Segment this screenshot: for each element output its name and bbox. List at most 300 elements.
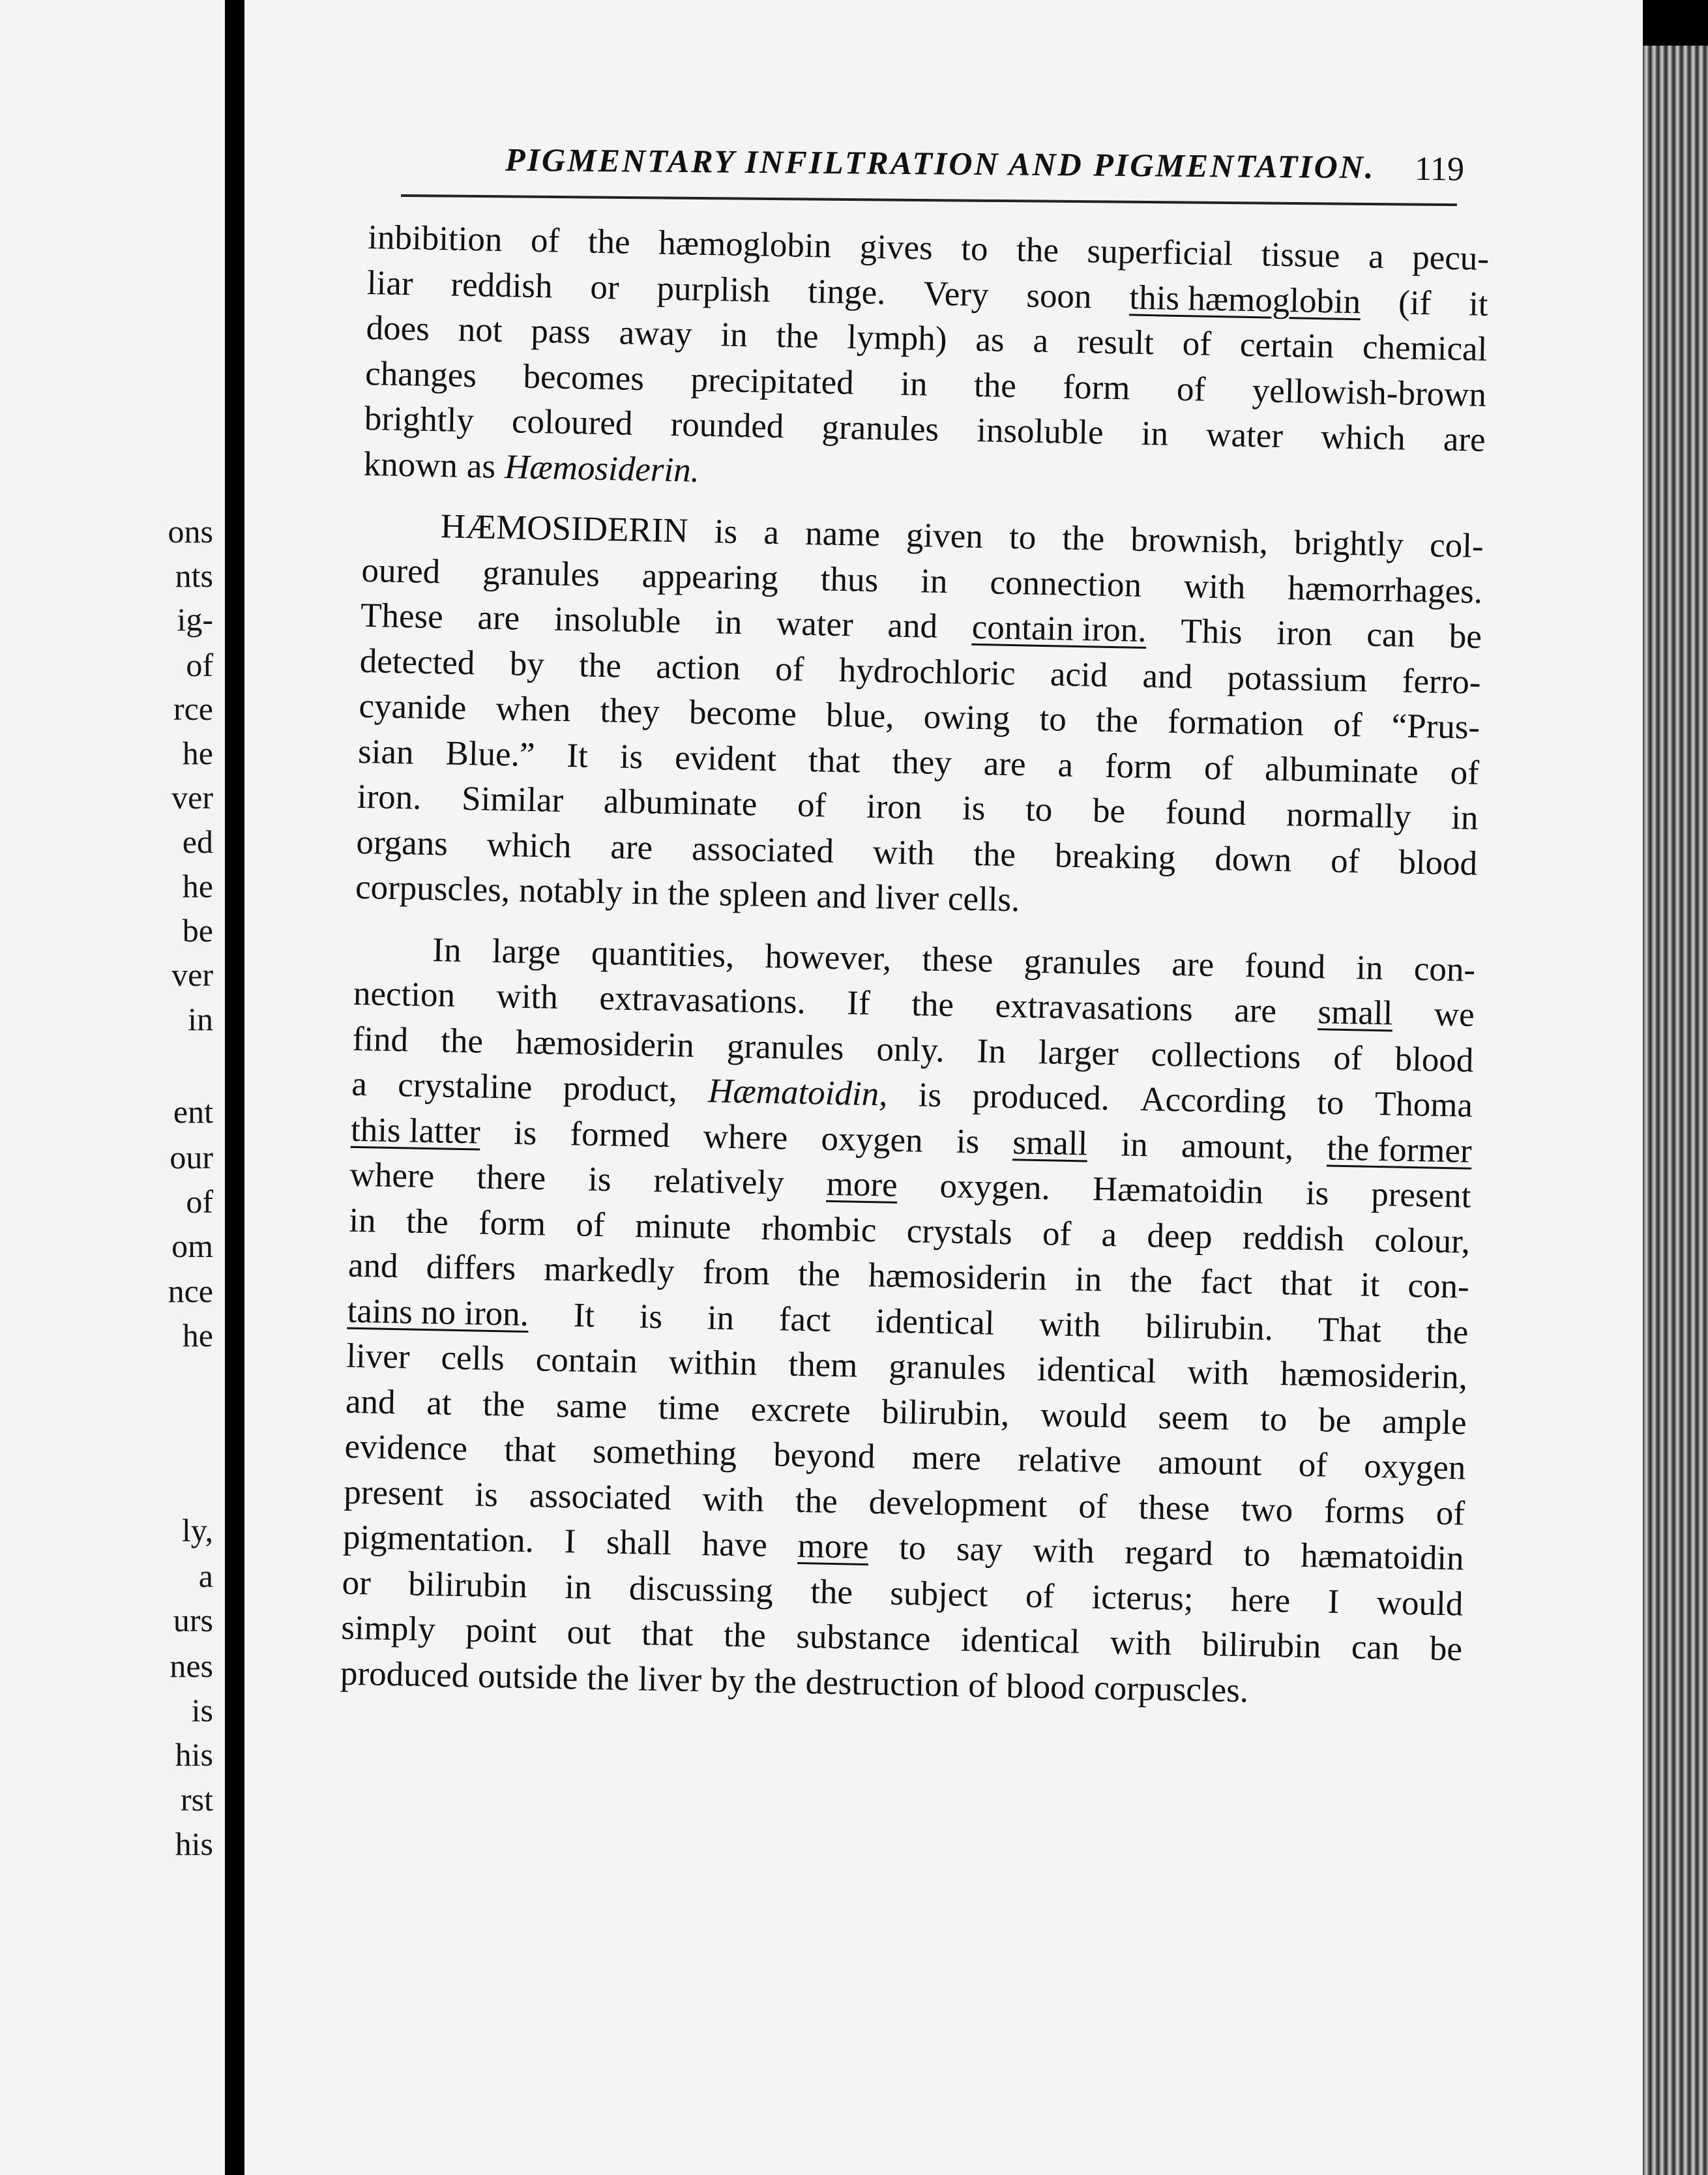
word: fact [778,1299,831,1339]
word: sian [357,732,415,771]
word: small [1317,993,1393,1033]
word: amount [1157,1443,1262,1483]
left-page-fragment: urs [173,1602,213,1638]
word: colour, [1374,1221,1471,1261]
word: can [1351,1628,1400,1667]
word: owing [923,698,1010,738]
left-page-fragment: ver [171,779,213,816]
word: It [566,736,589,775]
page-header [401,140,1562,196]
word: two [1241,1490,1293,1530]
word: with [1187,1353,1250,1393]
word: rhombic [761,1209,877,1249]
word: reddish [450,265,553,305]
word: would [1040,1395,1128,1436]
word: become [688,693,797,733]
word: rounded [670,405,784,446]
word: name [804,514,881,554]
word: by [710,1661,746,1700]
left-page-fragment: rce [173,690,213,727]
word: tinge. [807,272,887,312]
word: certain [1239,325,1334,366]
word: with [702,1479,765,1519]
word: brightly [364,399,475,440]
word: superficial [1087,232,1233,273]
word: chemical [1362,328,1488,368]
word: of [1203,748,1233,788]
word: oured [361,551,441,591]
word: liver [346,1337,411,1376]
word: action [655,647,741,687]
word: amount, [1181,1126,1294,1167]
word: be [1318,1400,1351,1440]
word: bilirubin, [881,1392,1010,1433]
word: connection [990,563,1142,604]
word: have [701,1525,768,1565]
word: found [1244,946,1326,986]
left-page-fragment: our [169,1139,213,1176]
word: the [776,317,819,356]
word: blood [1394,1039,1474,1080]
main-page [244,0,1643,2175]
word: In [977,1031,1007,1071]
word: is [1305,1174,1329,1213]
word: yellowish-brown [1252,371,1487,414]
word: crystaline [397,1066,533,1107]
word: tains no iron. [347,1292,529,1333]
word: in [1074,1260,1102,1299]
word: in [1120,1125,1149,1164]
word: are [1443,420,1486,459]
word: reddish [1242,1218,1345,1258]
word: nection [353,974,456,1014]
word: the [1426,1312,1469,1352]
word: with [1032,1531,1095,1571]
word: at [426,1383,452,1423]
paragraph [355,503,1484,932]
word: liver [638,1659,702,1699]
word: breaking [1054,836,1176,877]
word: That [1318,1310,1382,1350]
word: pass [530,312,591,351]
word: notably [518,871,623,911]
word: with [496,977,559,1016]
left-page-fragment: ons [168,513,213,550]
word: development [868,1483,1048,1524]
page-edge-stack [1643,46,1708,2175]
word: the [810,1572,853,1612]
word: outside [477,1657,578,1697]
word: the [1016,231,1059,270]
word: with [1038,1305,1102,1344]
word: insoluble [976,411,1104,452]
word: out [567,1613,612,1652]
word: in [707,1298,735,1337]
word: formation [1167,702,1304,743]
word: a [1368,237,1385,276]
word: This [1180,612,1243,651]
word: in [920,561,949,600]
word: that [1280,1264,1333,1303]
word: becomes [523,357,645,398]
word: granules [821,408,939,449]
word: of [1333,705,1363,745]
word: produced. [971,1077,1110,1118]
word: spleen [718,875,808,915]
word: formed [570,1114,671,1155]
word: Very [922,274,990,314]
word: of [967,1666,998,1705]
word: is [474,1475,499,1514]
word: that [503,1430,557,1470]
word: lymph) [846,318,948,359]
word: with [1110,1623,1172,1663]
word: within [668,1343,758,1383]
word: substance [795,1618,931,1658]
word: the [440,1021,484,1061]
word: identical [1037,1350,1157,1391]
word: in [1355,948,1384,987]
word: to [1009,518,1037,557]
word: we [1434,995,1475,1034]
word: thus [820,559,879,599]
word: known [363,445,458,485]
word: contain [535,1340,638,1381]
word: the [482,1385,525,1424]
left-page-fragment: a [198,1558,213,1594]
word: product, [563,1069,678,1110]
word: of [530,221,560,260]
word: is [619,737,643,776]
word: say [956,1530,1003,1569]
word: them [788,1345,858,1385]
word: however, [765,937,892,978]
left-page-fragment: ed [182,823,213,860]
word: that [808,741,861,780]
word: there [476,1158,546,1198]
word: would [1376,1583,1464,1623]
word: of [1298,1445,1328,1485]
word: crystals [906,1211,1013,1252]
word: Similar [461,779,564,820]
word: According [1140,1080,1287,1121]
word: with [872,833,935,872]
word: inbibition [367,218,503,259]
word: blood [1398,843,1478,883]
word: to [960,229,989,269]
word: where [349,1155,435,1196]
word: iron. [357,777,422,817]
word: forms [1323,1492,1406,1531]
word: produced [340,1654,469,1694]
word: albuminate [603,782,758,823]
paragraph [340,926,1475,1717]
word: large [492,932,561,971]
word: water [1205,415,1284,455]
word: this latter [350,1110,481,1151]
word: to [1025,790,1053,829]
word: are [477,599,520,638]
word: a [1033,321,1049,361]
word: If [846,984,871,1022]
word: is [714,512,738,551]
word: of [576,1205,606,1244]
word: present [343,1473,444,1513]
word: the [754,1662,797,1701]
word: and [816,877,867,916]
left-page-fragment: in [188,1001,213,1037]
word: the [1095,701,1139,740]
word: cyanide [358,687,467,728]
word: ferro- [1402,662,1482,702]
word: quantities, [591,934,735,975]
body-text [340,215,1489,1718]
word: the [797,1254,841,1294]
word: a [1057,745,1074,784]
left-page-fragment: his [175,1736,213,1773]
word: granules [888,1347,1007,1388]
word: hæmosiderin, [1280,1355,1468,1397]
word: iron [1276,614,1333,653]
word: granules [482,553,600,594]
word: hæmatoidin [1300,1536,1465,1578]
word: icterus; [1091,1578,1194,1618]
word: markedly [543,1250,675,1291]
left-page-fragment: ly, [181,1512,213,1548]
word: the [587,222,631,261]
word: cells [441,1339,505,1378]
word: extravasations [995,986,1194,1029]
word: cells. [947,880,1020,919]
word: be [1449,617,1482,656]
word: are [1233,991,1277,1030]
word: gives [859,228,934,267]
word: identical [875,1301,995,1342]
left-page-fragment: he [182,1317,213,1354]
word: bilirubin [1201,1625,1321,1666]
word: it [1360,1265,1380,1305]
book-gutter [225,0,244,2175]
word: brownish, [1130,520,1269,561]
word: associated [691,829,834,870]
word: subject [889,1574,989,1614]
word: discussing [628,1569,774,1610]
word: appearing [641,556,779,597]
word: be [1429,1629,1463,1668]
word: more [797,1527,870,1567]
word: they [892,743,952,782]
word: down [1214,839,1292,879]
word: it [1468,284,1489,323]
left-page-fragment: his [175,1826,213,1862]
word: of [797,786,827,825]
word: is [962,789,986,828]
left-facing-page [0,0,225,2175]
word: pigmentation. [342,1518,535,1560]
word: purplish [656,269,771,310]
word: the [667,874,711,913]
word: oxygen. [939,1167,1051,1207]
word: precipitated [690,361,855,402]
word: by [509,644,545,683]
word: the [973,366,1017,405]
word: (if [1398,283,1432,322]
word: Blue.” [445,733,535,774]
word: form [478,1204,546,1243]
word: that [641,1614,694,1653]
word: seem [1157,1398,1229,1438]
word: of [1042,1214,1072,1253]
word: bilirubin [407,1565,528,1605]
word: relative [1017,1440,1122,1481]
word: detected [359,642,475,682]
word: as [466,447,496,486]
word: granules [726,1027,845,1067]
word: of [1330,842,1360,880]
word: destruction [805,1663,960,1704]
word: fact [1200,1262,1253,1302]
word: of [1025,1576,1055,1616]
word: are [1171,945,1215,984]
word: In [432,930,462,969]
word: to [1316,1084,1345,1122]
word: evidence [344,1427,468,1468]
word: not [458,310,503,349]
word: brightly [1293,524,1404,564]
word: and [887,606,938,645]
word: con- [1407,1266,1470,1306]
word: acid [1050,655,1108,694]
word: in [631,873,659,912]
word: can [1366,615,1415,655]
left-page-fragment: is [191,1692,213,1728]
word: the [723,1616,767,1655]
word: simply [340,1608,436,1649]
word: relatively [653,1161,785,1202]
word: of [1078,1487,1108,1526]
word: this hæmoglobin [1128,278,1361,321]
word: time [658,1388,720,1428]
left-page-fragment: ent [173,1093,213,1130]
word: ample [1381,1402,1467,1442]
word: differs [426,1248,516,1288]
word: the [586,1659,630,1698]
word: con- [1413,949,1476,989]
left-page-fragment: be [182,912,213,949]
word: form [1062,368,1131,407]
word: the [578,645,622,685]
word: Hæmatoidin, [707,1072,888,1114]
word: away [619,314,693,353]
word: is [639,1297,663,1336]
word: found [1165,793,1247,833]
word: of [1436,1494,1465,1533]
word: hæmosiderin [515,1023,695,1065]
word: contain iron. [971,608,1147,650]
word: or [342,1563,372,1602]
word: in [714,603,743,642]
word: in [1450,799,1479,837]
word: and [1142,657,1193,696]
word: they [600,691,660,731]
word: does [366,308,430,348]
word: hæmoglobin [658,224,832,265]
word: pecu- [1411,238,1490,278]
word: are [610,827,653,867]
word: bilirubin. [1145,1307,1274,1348]
word: hæmorrhages. [1287,569,1483,611]
word: insoluble [553,600,681,641]
word: a [763,513,780,552]
word: and [347,1246,399,1286]
word: is [918,1076,942,1115]
word: or [589,268,620,306]
word: It [573,1295,595,1335]
word: beyond [773,1436,876,1476]
word: result [1076,322,1155,363]
word: coloured [511,402,633,443]
word: to [898,1529,926,1567]
word: find [352,1020,409,1059]
word: the [795,1481,838,1520]
page-number: 119 [1414,150,1465,188]
word: extravasations. [598,979,806,1022]
word: only. [876,1029,945,1069]
word: of [1182,325,1212,363]
word: granules [1023,942,1141,983]
left-page-fragment: nts [175,557,213,594]
word: I [564,1522,576,1561]
word: something [592,1432,737,1473]
word: iron [866,787,922,827]
word: are [983,744,1027,784]
word: the former [1326,1129,1473,1170]
word: when [495,689,571,730]
word: blood [1005,1666,1085,1707]
word: as [975,320,1005,359]
word: Hæmosiderin. [504,447,700,490]
word: larger [1038,1033,1119,1073]
word: is [587,1160,612,1199]
word: is [956,1122,980,1161]
word: I [1327,1582,1340,1621]
word: changes [364,354,477,394]
word: these [1138,1488,1211,1528]
word: deep [1147,1216,1213,1256]
word: minute [634,1206,731,1247]
left-page-fragment: he [182,735,213,771]
header-rule [401,194,1457,206]
word: Thoma [1374,1084,1473,1125]
word: of [1450,753,1480,792]
word: albuminate [1264,750,1419,791]
word: organs [355,823,449,863]
left-page-fragment: rst [181,1781,213,1818]
word: water [776,604,854,644]
word: a [1101,1215,1117,1254]
word: and [345,1382,396,1421]
word: in [348,1201,377,1240]
word: the [1061,519,1105,558]
word: here [1230,1580,1291,1620]
word: oxygen [821,1119,924,1160]
word: where [703,1117,788,1157]
word: liver [875,878,939,917]
left-page-fragment: he [182,868,213,904]
word: “Prus- [1391,707,1480,747]
word: in [900,364,928,404]
word: which [1320,418,1406,458]
